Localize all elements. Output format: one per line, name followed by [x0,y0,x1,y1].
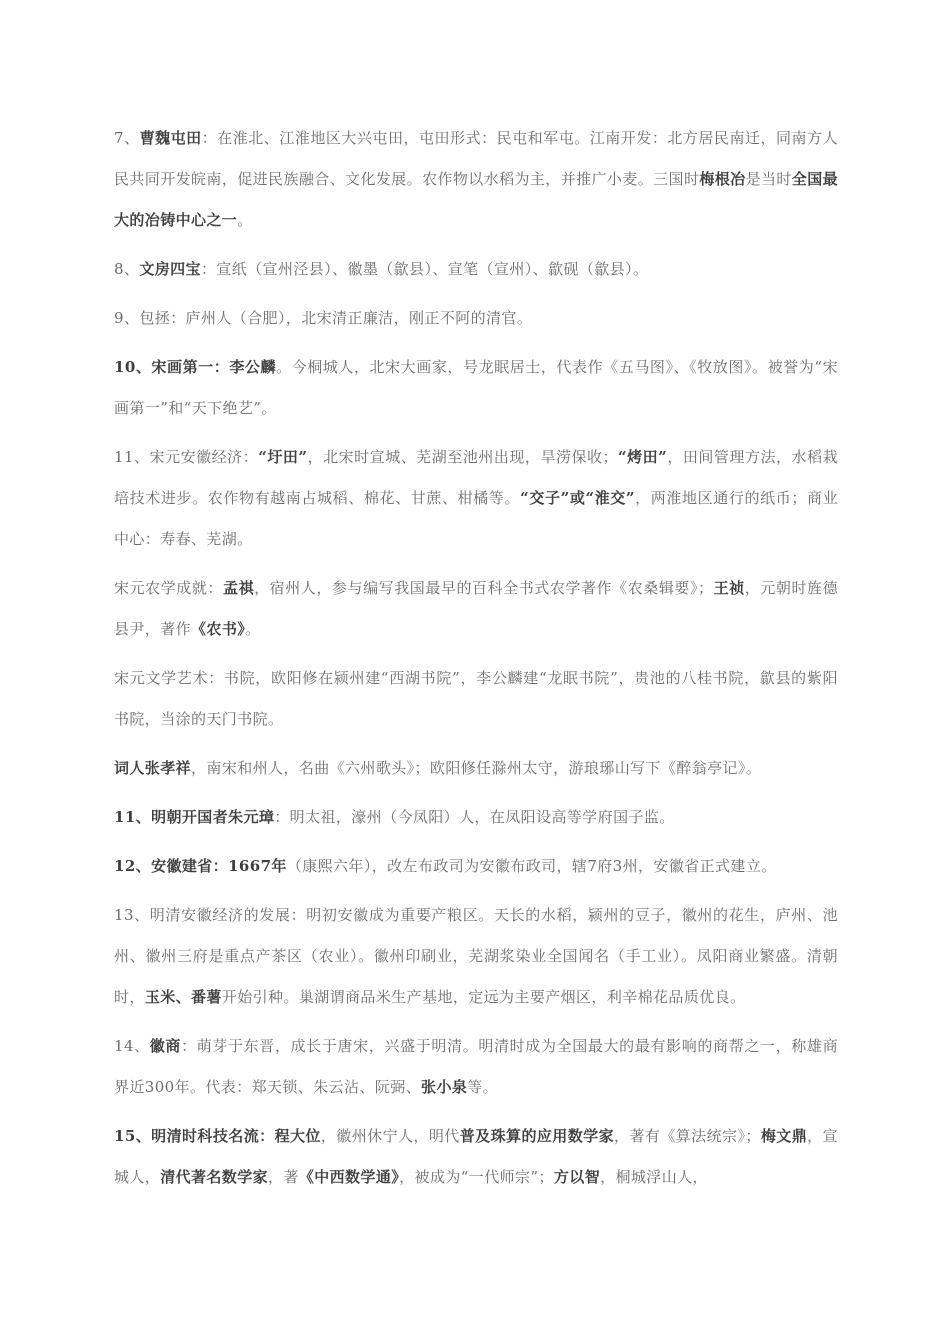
text-run: 11、宋元安徽经济： [114,448,259,466]
text-run: ：在淮北、江淮地区大兴屯田，屯田形式：民屯和军屯。江南开发：北方居民南迁，同南方人民共同开发皖南，促进民族融合、文化发展。农作物以水稻为主，并推广小麦。三国时 [114,129,838,188]
paragraph-ciren-zhangxiaoxiang [114,748,838,789]
text-run: ：萌芽于东晋，成长于唐宋，兴盛于明清。明清时成为全国最大的最有影响的商帮之一，称雄商界近300年。代表：郑天锁、朱云沾、阮弼、 [114,1037,838,1096]
bold-run: “交子”或“淮交” [520,489,635,507]
bold-run: “圩田” [258,448,308,466]
bold-run: 王祯 [713,579,745,597]
bold-run: “烤田” [617,448,668,466]
paragraph-songyuan-agriculture [114,568,838,650]
bold-run: 方以智 [553,1168,601,1186]
paragraph-11-songyuan-economy [114,437,838,560]
text-run: ，北宋时宣城、芜湖至池州出现，旱涝保收； [307,448,618,466]
paragraph-14-huishang [114,1026,838,1108]
text-run: ，宣城人， [114,1127,838,1186]
text-run: 宋元农学成就： [114,579,223,597]
text-run: 13、明清安徽经济的发展：明初安徽成为重要产粮区。天长的水稻，颍州的豆子，徽州的花生，庐州、池州、徽州三府是重点产茶区（农业）。徽州印刷业，芜湖浆染业全国闻名（手工业）。凤阳商业繁盛。清朝时， [114,906,838,1006]
text-run: ，宿州人，参与编写我国最早的百科全书式农学著作《农桑辑要》； [254,579,714,597]
bold-run: 徽商 [149,1037,182,1055]
bold-run: 全国最大的冶铸中心之一 [114,170,839,229]
text-run: 。 [237,211,253,229]
document-body [114,118,838,1206]
text-run: ，著有《算法统宗》； [614,1127,761,1145]
bold-run: 普及珠算的应用数学家 [459,1127,615,1145]
bold-run: 11、明朝开国者朱元璋 [114,808,275,826]
bold-run: 《农书》 [191,620,246,638]
bold-run: 10、宋画第一：李公麟 [114,358,277,376]
bold-run: 《中西数学通》 [298,1168,400,1186]
bold-run: 词人张孝祥 [114,759,192,777]
bold-run: 15、明清时科技名流：程大位 [114,1127,321,1145]
text-run: ，徽州休宁人，明代 [320,1127,460,1145]
text-run: 14、 [114,1037,150,1055]
text-run: 。 [245,620,261,638]
text-run: ，田间管理方法，水稻栽培技术进步。农作物有越南占城稻、棉花、甘蔗、柑橘等。 [114,448,838,507]
text-run: 。今桐城人，北宋大画家，号龙眠居士，代表作《五马图》、《牧放图》。被誉为“宋画第一”和“天下绝艺”。 [114,358,839,417]
bold-run: 孟祺 [222,579,255,597]
text-run: ，著 [268,1168,299,1186]
paragraph-15-keji-mingliu [114,1116,838,1198]
text-run: 7、 [114,129,140,147]
text-run: ，南宋和州人，名曲《六州歌头》；欧阳修任滁州太守，游琅琊山写下《醉翁亭记》。 [191,759,762,777]
bold-run: 玉米、番薯 [144,988,222,1006]
text-run: ：宣纸（宣州泾县）、徽墨（歙县）、宣笔（宣州）、歙砚（歙县）。 [200,260,649,278]
bold-run: 文房四宝 [139,260,201,278]
bold-run: 张小泉 [421,1078,468,1096]
text-run: ，两淮地区通行的纸币；商业中心：寿春、芜湖。 [114,489,839,548]
text-run: ，被成为“一代师宗”； [399,1168,554,1186]
bold-run: 清代著名数学家 [160,1168,269,1186]
text-run: 8、 [114,260,140,278]
text-run: 等。 [467,1078,499,1096]
paragraph-11-zhuyuanzhang [114,797,838,838]
text-run: 是当时 [745,170,792,188]
paragraph-10-songhua-diyi [114,347,838,429]
bold-run: 曹魏屯田 [139,129,202,147]
text-run: 宋元文学艺术：书院，欧阳修在颍州建“西湖书院”，李公麟建“龙眠书院”，贵池的八桂书院，歙县的紫阳书院，当涂的天门书院。 [114,669,838,728]
text-run: 9、包拯：庐州人（合肥），北宋清正廉洁，刚正不阿的清官。 [114,309,533,327]
text-run: （康熙六年），改左布政司为安徽布政司，辖7府3州，安徽省正式建立。 [286,857,777,875]
bold-run: 梅文鼎 [760,1127,808,1145]
text-run: ，元朝时旌德县尹，著作 [114,579,838,638]
text-run: 开始引种。巢湖谓商品米生产基地，定远为主要产烟区，利辛棉花品质优良。 [221,988,746,1006]
paragraph-9-baozheng [114,298,838,339]
paragraph-13-mingqing-economy [114,895,838,1018]
paragraph-12-anhui-jiansheng [114,846,838,887]
paragraph-8-wenfang-sibao [114,249,838,290]
paragraph-7-caowei-tuntian [114,118,838,241]
paragraph-songyuan-literature [114,658,838,740]
text-run: ：明太祖，濠州（今凤阳）人，在凤阳设高等学府国子监。 [274,808,675,826]
text-run: ，桐城浮山人， [600,1168,708,1186]
bold-run: 12、安徽建省：1667年 [114,857,287,875]
bold-run: 梅根冶 [699,170,746,188]
